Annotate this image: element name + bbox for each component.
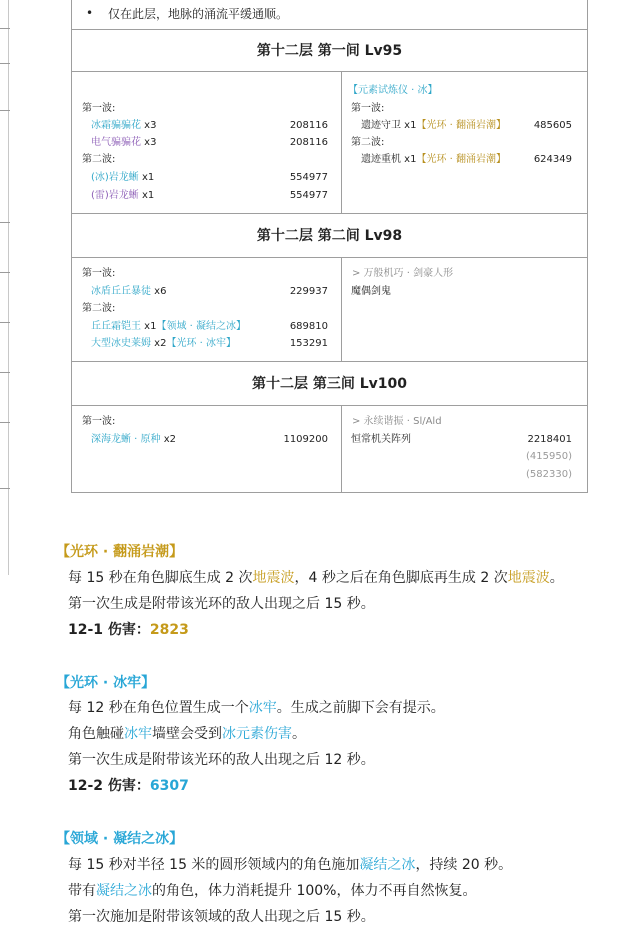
- paragraph: 第一次生成是附带该光环的敌人出现之后 12 秒。: [68, 752, 375, 768]
- ley-line-note: [72, 0, 587, 30]
- enemy-name: 大型冰史莱姆: [91, 338, 151, 349]
- leyline-header: > 万般机巧 · 剑豪人形: [352, 268, 454, 279]
- enemy-hp: 485605: [533, 120, 572, 131]
- enemy-name: (雷)岩龙蜥: [91, 190, 139, 201]
- left-margin-tick: [0, 28, 10, 29]
- enemy-hp: 229937: [289, 286, 328, 297]
- enemy-hp: 208116: [289, 120, 328, 131]
- text-run: ，4 秒之后在角色脚底再生成 2 次: [294, 570, 508, 586]
- leyline-header: 【元素试炼仪 · 冰】: [348, 85, 438, 96]
- text-run: 每 15 秒对半径 15 米的圆形领域内的角色施加: [68, 857, 360, 873]
- paragraph: [68, 854, 512, 874]
- enemy-row: [91, 190, 154, 202]
- wave-label: 第一波:: [82, 268, 116, 279]
- enemy-row: [91, 120, 156, 132]
- chamber-2-body: [72, 258, 587, 362]
- left-margin-tick: [0, 110, 10, 111]
- damage-value: 6307: [149, 778, 189, 794]
- text-run: 每 15 秒在角色脚底生成 2 次: [68, 570, 253, 586]
- enemy-hp: 624349: [533, 154, 572, 165]
- enemy-row: [91, 172, 154, 184]
- enemy-row: [361, 154, 506, 166]
- first-half: [72, 72, 342, 213]
- enemy-row: [91, 338, 236, 350]
- enemy-hp: 689810: [289, 321, 328, 332]
- leyline-header: > 永续谐振 · Sl/Ald: [352, 416, 442, 427]
- damage-value: 2823: [149, 622, 189, 638]
- enemy-name: 丘丘霜铠王: [91, 321, 141, 332]
- chamber-1-body: [72, 72, 587, 214]
- chamber-3-title: 第十二层 第三间 Lv100: [72, 362, 587, 406]
- bullet: •: [86, 6, 94, 20]
- aura-ice-prison-title: 【光环 · 冰牢】: [56, 675, 156, 691]
- text-run: ，持续 20 秒。: [415, 857, 513, 873]
- aura-rising-tide-title: 【光环 · 翻涌岩潮】: [56, 544, 184, 560]
- enemy-count: x1: [138, 190, 155, 201]
- keyword: 凝结之冰: [96, 883, 152, 899]
- left-margin-tick: [0, 272, 10, 273]
- text-run: 角色触碰: [68, 726, 124, 742]
- enemy-hp-sub: (415950): [526, 451, 572, 462]
- left-margin-tick: [0, 422, 10, 423]
- text-run: 。: [549, 570, 564, 586]
- enemy-name: 遗迹守卫: [361, 120, 401, 131]
- enemy-row: [91, 286, 166, 298]
- paragraph: [68, 567, 564, 587]
- enemy-count: x2: [160, 434, 177, 445]
- second-half: [342, 72, 587, 213]
- keyword: 地震波: [507, 570, 550, 586]
- left-margin-tick: [0, 322, 10, 323]
- enemy-hp: 208116: [289, 137, 328, 148]
- wave-label: 第二波:: [82, 303, 116, 314]
- keyword: 地震波: [252, 570, 295, 586]
- paragraph: [68, 880, 476, 900]
- enemy-hp: 153291: [289, 338, 328, 349]
- enemy-row: [91, 137, 156, 149]
- text-run: 。: [292, 726, 306, 742]
- enemy-hp: 2218401: [527, 434, 572, 445]
- text-run: 每 12 秒在角色位置生成一个: [68, 700, 249, 716]
- text-run: 墙壁会受到: [152, 726, 222, 742]
- left-margin-tick: [0, 222, 10, 223]
- enemy-count: x1: [401, 120, 417, 131]
- paragraph: [68, 723, 306, 743]
- floor-table: [71, 0, 588, 493]
- paragraph: 第一次生成是附带该光环的敌人出现之后 15 秒。: [68, 596, 375, 612]
- enemy-name: 冰霜骗骗花: [91, 120, 141, 131]
- chamber-1-title: 第十二层 第一间 Lv95: [72, 30, 587, 72]
- wave-label: 第一波:: [82, 416, 116, 427]
- domain-tag: 【领域 · 凝结之冰】: [156, 321, 247, 332]
- keyword: 冰元素伤害: [222, 726, 292, 742]
- aura-tag: 【光环 · 冰牢】: [166, 338, 237, 349]
- damage-line: [68, 775, 189, 795]
- enemy-name: 恒常机关阵列: [351, 434, 411, 445]
- second-half: [342, 406, 587, 493]
- enemy-name: 遗迹重机: [361, 154, 401, 165]
- enemy-hp: 554977: [289, 172, 328, 183]
- left-margin-tick: [0, 372, 10, 373]
- text-run: 。生成之前脚下会有提示。: [276, 700, 445, 716]
- wave-label: 第二波:: [82, 154, 116, 165]
- damage-line: [68, 619, 189, 639]
- aura-tag: 【光环 · 翻涌岩潮】: [416, 120, 507, 131]
- keyword: 冰牢: [248, 700, 277, 716]
- enemy-name: 电气骗骗花: [91, 137, 141, 148]
- enemy-hp-sub: (582330): [526, 469, 572, 480]
- enemy-row: [91, 434, 176, 446]
- text-run: 的角色，体力消耗提升 100%，体力不再自然恢复。: [152, 883, 477, 899]
- enemy-count: x1: [141, 321, 157, 332]
- paragraph: 第一次施加是附带该领域的敌人出现之后 15 秒。: [68, 909, 375, 925]
- wave-label: 第一波:: [351, 103, 385, 114]
- enemy-count: x1: [401, 154, 417, 165]
- enemy-count: x3: [141, 120, 157, 131]
- enemy-row: [361, 120, 506, 132]
- left-margin-tick: [0, 488, 10, 489]
- chamber-2-title: 第十二层 第二间 Lv98: [72, 214, 587, 258]
- text-run: 带有: [68, 883, 96, 899]
- keyword: 冰牢: [124, 726, 152, 742]
- wave-label: 第二波:: [351, 137, 385, 148]
- damage-label: 12-2 伤害：: [68, 778, 150, 794]
- aura-tag: 【光环 · 翻涌岩潮】: [416, 154, 507, 165]
- wave-label: 第一波:: [82, 103, 116, 114]
- keyword: 凝结之冰: [359, 857, 416, 873]
- enemy-name: 深海龙蜥 · 原种: [91, 434, 161, 445]
- enemy-name: 冰盾丘丘暴徒: [91, 286, 151, 297]
- enemy-row: [91, 321, 246, 333]
- domain-frost-title: 【领域 · 凝结之冰】: [56, 831, 184, 847]
- note-text: 仅在此层，地脉的涌流平缓通顺。: [108, 7, 289, 21]
- first-half: [72, 406, 342, 493]
- second-half: [342, 258, 587, 361]
- damage-label: 12-1 伤害：: [68, 622, 150, 638]
- paragraph: [68, 697, 445, 717]
- chamber-3-body: [72, 406, 587, 493]
- enemy-name: (冰)岩龙蜥: [91, 172, 139, 183]
- enemy-name: 魔偶剑鬼: [351, 286, 391, 297]
- enemy-count: x6: [151, 286, 167, 297]
- first-half: [72, 258, 342, 361]
- enemy-hp: 1109200: [283, 434, 328, 445]
- enemy-hp: 554977: [289, 190, 328, 201]
- enemy-count: x3: [141, 137, 157, 148]
- enemy-count: x1: [138, 172, 155, 183]
- enemy-count: x2: [151, 338, 167, 349]
- left-margin-tick: [0, 63, 10, 64]
